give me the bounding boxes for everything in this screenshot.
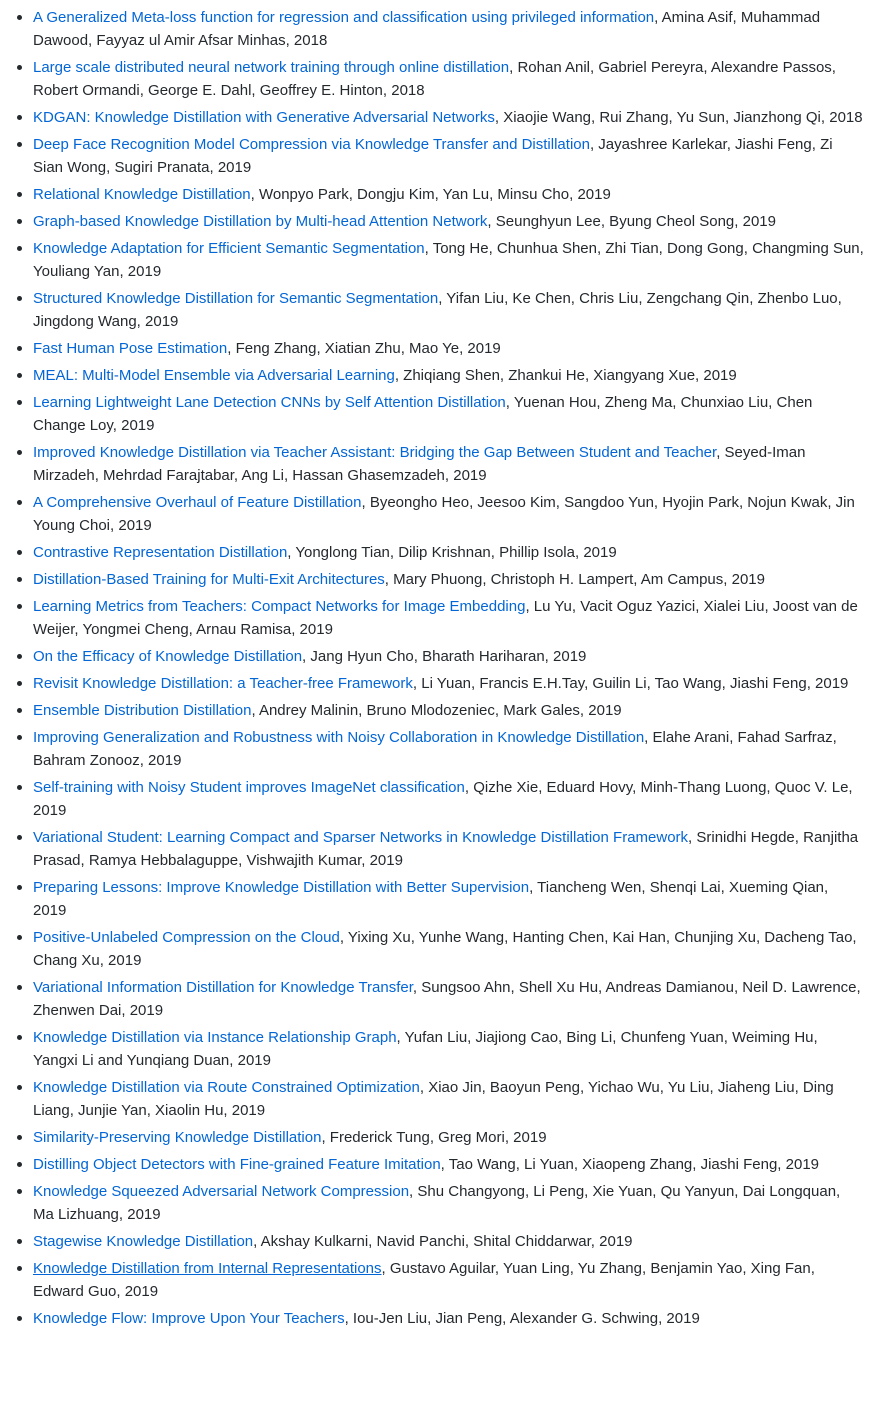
list-item — [33, 568, 864, 591]
paper-authors-year: , Srinidhi Hegde, Ranjitha Prasad, Ramya Hebbalaguppe, Vishwajith Kumar, 2019 — [33, 829, 859, 869]
paper-title-link[interactable]: Knowledge Distillation from Internal Representations — [33, 1260, 382, 1277]
paper-authors-year: , Mary Phuong, Christoph H. Lampert, Am Campus, 2019 — [384, 571, 765, 588]
paper-title-link[interactable]: Knowledge Distillation via Instance Relationship Graph — [33, 1029, 397, 1046]
paper-authors-year: , Iou-Jen Liu, Jian Peng, Alexander G. Schwing, 2019 — [344, 1310, 700, 1327]
paper-authors-year: , Wonpyo Park, Dongju Kim, Yan Lu, Minsu Cho, 2019 — [250, 186, 611, 203]
paper-authors-year: , Byeongho Heo, Jeesoo Kim, Sangdoo Yun, Hyojin Park, Nojun Kwak, Jin Young Choi, 2019 — [33, 494, 855, 534]
paper-title-link[interactable]: Stagewise Knowledge Distillation — [33, 1233, 254, 1250]
paper-title-link[interactable]: Positive-Unlabeled Compression on the Cloud — [33, 929, 340, 946]
paper-authors-year: , Yuenan Hou, Zheng Ma, Chunxiao Liu, Chen Change Loy, 2019 — [33, 394, 813, 434]
paper-authors-year: , Shu Changyong, Li Peng, Xie Yuan, Qu Yanyun, Dai Longquan, Ma Lizhuang, 2019 — [33, 1183, 841, 1223]
paper-authors-year: , Tiancheng Wen, Shenqi Lai, Xueming Qian, 2019 — [33, 879, 829, 919]
list-item — [33, 441, 864, 487]
paper-title-link[interactable]: On the Efficacy of Knowledge Distillation — [33, 648, 303, 665]
list-item — [33, 1126, 864, 1149]
list-item — [33, 1307, 864, 1330]
paper-authors-year: , Andrey Malinin, Bruno Mlodozeniec, Mark Gales, 2019 — [251, 702, 622, 719]
paper-title-link[interactable]: Structured Knowledge Distillation for Semantic Segmentation — [33, 290, 439, 307]
paper-title-link[interactable]: Ensemble Distribution Distillation — [33, 702, 252, 719]
list-item — [33, 776, 864, 822]
paper-title-link[interactable]: Deep Face Recognition Model Compression via Knowledge Transfer and Distillation — [33, 136, 590, 153]
paper-title-link[interactable]: A Comprehensive Overhaul of Feature Distillation — [33, 494, 362, 511]
paper-authors-year: , Li Yuan, Francis E.H.Tay, Guilin Li, Tao Wang, Jiashi Feng, 2019 — [412, 675, 849, 692]
list-item — [33, 976, 864, 1022]
paper-title-link[interactable]: Knowledge Squeezed Adversarial Network Compression — [33, 1183, 410, 1200]
list-item — [33, 1230, 864, 1253]
paper-authors-year: , Rohan Anil, Gabriel Pereyra, Alexandre Passos, Robert Ormandi, George E. Dahl, Geoffrey E. Hinton, 2018 — [33, 59, 836, 99]
paper-title-link[interactable]: Large scale distributed neural network training through online distillation — [33, 59, 510, 76]
paper-title-link[interactable]: Learning Lightweight Lane Detection CNNs by Self Attention Distillation — [33, 394, 506, 411]
paper-title-link[interactable]: KDGAN: Knowledge Distillation with Generative Adversarial Networks — [33, 109, 495, 126]
paper-title-link[interactable]: A Generalized Meta-loss function for regression and classification using privileged information — [33, 9, 655, 26]
paper-title-link[interactable]: Knowledge Adaptation for Efficient Semantic Segmentation — [33, 240, 425, 257]
list-item — [33, 541, 864, 564]
paper-authors-year: , Yixing Xu, Yunhe Wang, Hanting Chen, Kai Han, Chunjing Xu, Dacheng Tao, Chang Xu, 2019 — [33, 929, 857, 969]
paper-authors-year: , Xiao Jin, Baoyun Peng, Yichao Wu, Yu Liu, Jiaheng Liu, Ding Liang, Junjie Yan, Xiaolin Hu, 2019 — [33, 1079, 834, 1119]
list-item — [33, 337, 864, 360]
paper-title-link[interactable]: Self-training with Noisy Student improves ImageNet classification — [33, 779, 465, 796]
list-item — [33, 876, 864, 922]
paper-authors-year: , Seyed-Iman Mirzadeh, Mehrdad Farajtabar, Ang Li, Hassan Ghasemzadeh, 2019 — [33, 444, 806, 484]
paper-authors-year: , Qizhe Xie, Eduard Hovy, Minh-Thang Luong, Quoc V. Le, 2019 — [33, 779, 853, 819]
paper-authors-year: , Xiaojie Wang, Rui Zhang, Yu Sun, Jianzhong Qi, 2018 — [494, 109, 863, 126]
paper-title-link[interactable]: Graph-based Knowledge Distillation by Multi-head Attention Network — [33, 213, 488, 230]
paper-title-link[interactable]: Knowledge Distillation via Route Constrained Optimization — [33, 1079, 420, 1096]
paper-authors-year: , Sungsoo Ahn, Shell Xu Hu, Andreas Damianou, Neil D. Lawrence, Zhenwen Dai, 2019 — [33, 979, 861, 1019]
paper-title-link[interactable]: Improving Generalization and Robustness with Noisy Collaboration in Knowledge Distillation — [33, 729, 645, 746]
paper-authors-year: , Frederick Tung, Greg Mori, 2019 — [321, 1129, 547, 1146]
paper-authors-year: , Elahe Arani, Fahad Sarfraz, Bahram Zonooz, 2019 — [33, 729, 837, 769]
paper-title-link[interactable]: Distilling Object Detectors with Fine-grained Feature Imitation — [33, 1156, 441, 1173]
paper-authors-year: , Lu Yu, Vacit Oguz Yazici, Xialei Liu, Joost van de Weijer, Yongmei Cheng, Arnau Ramisa, 2019 — [33, 598, 858, 638]
list-item — [33, 1257, 864, 1303]
paper-title-link[interactable]: MEAL: Multi-Model Ensemble via Adversarial Learning — [33, 367, 395, 384]
list-item — [33, 726, 864, 772]
list-item — [33, 364, 864, 387]
paper-authors-year: , Yifan Liu, Ke Chen, Chris Liu, Zengchang Qin, Zhenbo Luo, Jingdong Wang, 2019 — [33, 290, 842, 330]
list-item — [33, 926, 864, 972]
paper-authors-year: , Amina Asif, Muhammad Dawood, Fayyaz ul Amir Afsar Minhas, 2018 — [33, 9, 821, 49]
paper-authors-year: , Seunghyun Lee, Byung Cheol Song, 2019 — [487, 213, 776, 230]
paper-authors-year: , Yufan Liu, Jiajiong Cao, Bing Li, Chunfeng Yuan, Weiming Hu, Yangxi Li and Yunqiang Duan, 2019 — [33, 1029, 818, 1069]
list-item — [33, 672, 864, 695]
list-item — [33, 1076, 864, 1122]
paper-title-link[interactable]: Distillation-Based Training for Multi-Exit Architectures — [33, 571, 385, 588]
paper-title-link[interactable]: Variational Student: Learning Compact and Sparser Networks in Knowledge Distillation Framework — [33, 829, 689, 846]
list-item — [33, 237, 864, 283]
list-item — [33, 106, 864, 129]
list-item — [33, 595, 864, 641]
list-item — [33, 826, 864, 872]
paper-authors-year: , Tao Wang, Li Yuan, Xiaopeng Zhang, Jiashi Feng, 2019 — [440, 1156, 819, 1173]
paper-authors-year: , Akshay Kulkarni, Navid Panchi, Shital Chiddarwar, 2019 — [253, 1233, 633, 1250]
paper-title-link[interactable]: Revisit Knowledge Distillation: a Teacher-free Framework — [33, 675, 413, 692]
paper-title-link[interactable]: Fast Human Pose Estimation — [33, 340, 228, 357]
list-item — [33, 1026, 864, 1072]
list-item — [33, 287, 864, 333]
paper-title-link[interactable]: Relational Knowledge Distillation — [33, 186, 251, 203]
list-item — [33, 645, 864, 668]
list-item — [33, 210, 864, 233]
paper-title-link[interactable]: Similarity-Preserving Knowledge Distillation — [33, 1129, 322, 1146]
paper-title-link[interactable]: Variational Information Distillation for Knowledge Transfer — [33, 979, 413, 996]
paper-authors-year: , Yonglong Tian, Dilip Krishnan, Phillip Isola, 2019 — [287, 544, 617, 561]
list-item — [33, 391, 864, 437]
list-item — [33, 133, 864, 179]
paper-title-link[interactable]: Knowledge Flow: Improve Upon Your Teachers — [33, 1310, 345, 1327]
paper-authors-year: , Tong He, Chunhua Shen, Zhi Tian, Dong Gong, Changming Sun, Youliang Yan, 2019 — [33, 240, 864, 280]
list-item — [33, 1180, 864, 1226]
paper-title-link[interactable]: Contrastive Representation Distillation — [33, 544, 288, 561]
list-item — [33, 6, 864, 52]
paper-authors-year: , Zhiqiang Shen, Zhankui He, Xiangyang Xue, 2019 — [394, 367, 737, 384]
paper-title-link[interactable]: Learning Metrics from Teachers: Compact Networks for Image Embedding — [33, 598, 526, 615]
list-item — [33, 56, 864, 102]
paper-authors-year: , Jayashree Karlekar, Jiashi Feng, Zi Sian Wong, Sugiri Pranata, 2019 — [33, 136, 833, 176]
list-item — [33, 1153, 864, 1176]
list-item — [33, 491, 864, 537]
paper-authors-year: , Jang Hyun Cho, Bharath Hariharan, 2019 — [302, 648, 587, 665]
list-item — [33, 699, 864, 722]
paper-authors-year: , Gustavo Aguilar, Yuan Ling, Yu Zhang, Benjamin Yao, Xing Fan, Edward Guo, 2019 — [33, 1260, 815, 1300]
list-item — [33, 183, 864, 206]
paper-title-link[interactable]: Preparing Lessons: Improve Knowledge Distillation with Better Supervision — [33, 879, 530, 896]
paper-authors-year: , Feng Zhang, Xiatian Zhu, Mao Ye, 2019 — [227, 340, 501, 357]
paper-title-link[interactable]: Improved Knowledge Distillation via Teacher Assistant: Bridging the Gap Between Student and Teacher — [33, 444, 717, 461]
